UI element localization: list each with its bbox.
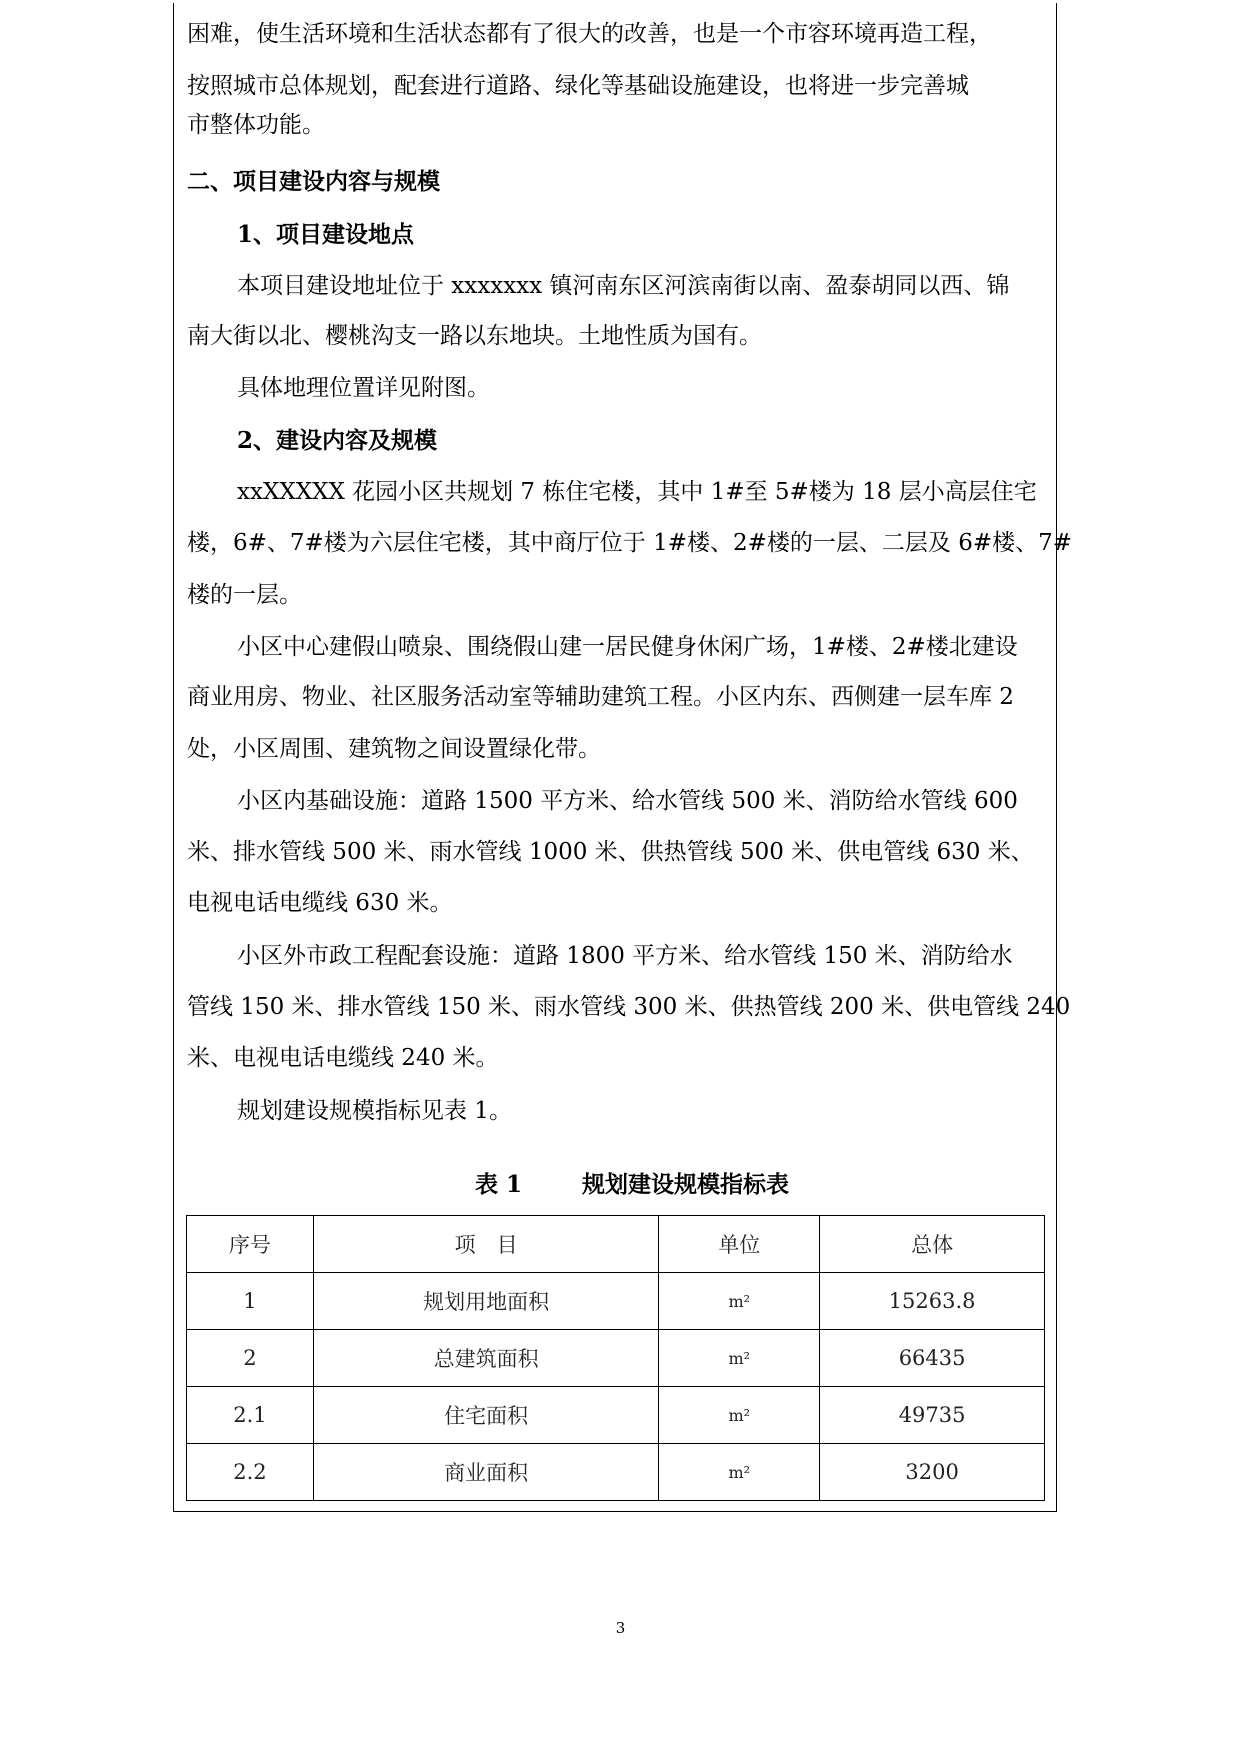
header-cell: 序号 <box>187 1216 314 1273</box>
table-cell: m² <box>659 1387 820 1444</box>
table-cell: m² <box>659 1273 820 1330</box>
subsection-heading: 1、项目建设地点 <box>237 221 415 248</box>
paragraph-line: 困难，使生活环境和生活状态都有了很大的改善，也是一个市容环境再造工程， <box>187 21 992 47</box>
paragraph-line: 电视电话电缆线 630 米。 <box>187 890 453 916</box>
table-cell: 2.2 <box>187 1444 314 1501</box>
table-cell: 66435 <box>820 1330 1045 1387</box>
table-cell: 1 <box>187 1273 314 1330</box>
paragraph-line: 南大街以北、樱桃沟支一路以东地块。土地性质为国有。 <box>187 323 762 349</box>
page-number: 3 <box>615 1619 626 1637</box>
table-cell: 规划用地面积 <box>313 1273 659 1330</box>
table-cell: 2 <box>187 1330 314 1387</box>
section-heading: 二、项目建设内容与规模 <box>187 168 440 195</box>
table-caption-number: 表 1 <box>475 1171 523 1198</box>
table-cell: 商业面积 <box>313 1444 659 1501</box>
paragraph-line: 市整体功能。 <box>187 112 325 138</box>
paragraph-line: 处，小区周围、建筑物之间设置绿化带。 <box>187 736 601 762</box>
paragraph-line: 规划建设规模指标见表 1。 <box>237 1098 512 1124</box>
table-cell: 总建筑面积 <box>313 1330 659 1387</box>
paragraph-line: 小区内基础设施：道路 1500 平方米、给水管线 500 米、消防给水管线 600 <box>237 788 1018 814</box>
table-cell: m² <box>659 1444 820 1501</box>
paragraph-line: 楼的一层。 <box>187 582 302 608</box>
table-header-row <box>187 1216 1045 1273</box>
paragraph-line: 本项目建设地址位于 xxxxxxx 镇河南东区河滨南街以南、盈泰胡同以西、锦 <box>237 273 1010 299</box>
indicator-table <box>186 1215 1045 1501</box>
table-cell: 3200 <box>820 1444 1045 1501</box>
subsection-heading: 2、建设内容及规模 <box>237 427 438 454</box>
header-cell: 总体 <box>820 1216 1045 1273</box>
table-cell: 住宅面积 <box>313 1387 659 1444</box>
table-row <box>187 1330 1045 1387</box>
table-row <box>187 1273 1045 1330</box>
header-cell: 项 目 <box>313 1216 659 1273</box>
paragraph-line: 小区外市政工程配套设施：道路 1800 平方米、给水管线 150 米、消防给水 <box>237 943 1013 969</box>
paragraph-line: xxXXXXX 花园小区共规划 7 栋住宅楼，其中 1#至 5#楼为 18 层小高层住宅 <box>237 479 1037 505</box>
table-cell: 49735 <box>820 1387 1045 1444</box>
table-cell: 15263.8 <box>820 1273 1045 1330</box>
table-row <box>187 1387 1045 1444</box>
paragraph-line: 管线 150 米、排水管线 150 米、雨水管线 300 米、供热管线 200 米、供电管线 240 <box>187 994 1071 1020</box>
table-cell: 2.1 <box>187 1387 314 1444</box>
paragraph-line: 楼，6#、7#楼为六层住宅楼，其中商厅位于 1#楼、2#楼的一层、二层及 6#楼、7# <box>187 530 1073 556</box>
paragraph-line: 具体地理位置详见附图。 <box>237 375 490 401</box>
paragraph-line: 小区中心建假山喷泉、围绕假山建一居民健身休闲广场，1#楼、2#楼北建设 <box>237 634 1018 660</box>
paragraph-line: 按照城市总体规划，配套进行道路、绿化等基础设施建设，也将进一步完善城 <box>187 73 969 99</box>
table-caption-title: 规划建设规模指标表 <box>582 1171 789 1198</box>
paragraph-line: 米、排水管线 500 米、雨水管线 1000 米、供热管线 500 米、供电管线 630 米、 <box>187 839 1034 865</box>
header-cell: 单位 <box>659 1216 820 1273</box>
paragraph-line: 商业用房、物业、社区服务活动室等辅助建筑工程。小区内东、西侧建一层车库 2 <box>187 684 1014 710</box>
paragraph-line: 米、电视电话电缆线 240 米。 <box>187 1045 499 1071</box>
table-cell: m² <box>659 1330 820 1387</box>
table-row <box>187 1444 1045 1501</box>
